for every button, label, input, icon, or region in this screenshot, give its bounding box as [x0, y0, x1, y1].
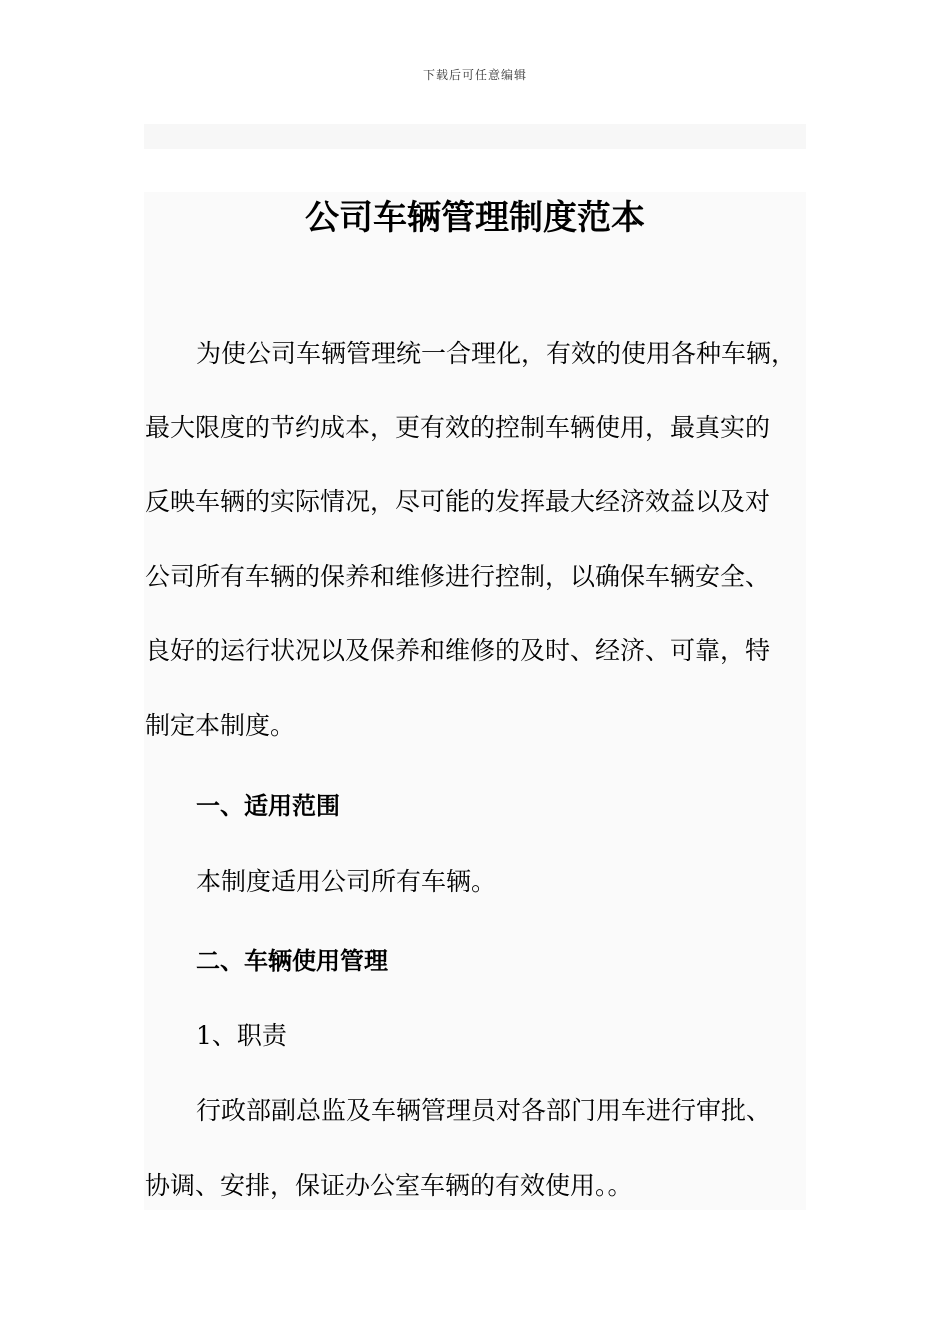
intro-line-2: 最大限度的节约成本，更有效的控制车辆使用，最真实的 — [145, 413, 771, 442]
intro-line-5: 良好的运行状况以及保养和维修的及时、经济、可靠，特 — [145, 636, 771, 665]
duties-line-2: 协调、安排，保证办公室车辆的有效使用。。 — [145, 1171, 633, 1200]
top-band — [144, 124, 806, 149]
section-text-scope: 本制度适用公司所有车辆。 — [196, 867, 497, 896]
intro-line-3: 反映车辆的实际情况，尽可能的发挥最大经济效益以及对 — [145, 487, 771, 516]
header-note: 下载后可任意编辑 — [422, 68, 527, 82]
section-heading-vehicle-use: 二、车辆使用管理 — [196, 947, 388, 975]
section-heading-scope: 一、适用范围 — [196, 792, 340, 820]
document-title: 公司车辆管理制度范本 — [305, 198, 645, 238]
subsection-duties: 1、职责 — [196, 1021, 287, 1050]
intro-line-4: 公司所有车辆的保养和维修进行控制，以确保车辆安全、 — [145, 562, 771, 591]
intro-line-1: 为使公司车辆管理统一合理化，有效的使用各种车辆， — [196, 339, 797, 368]
duties-line-1: 行政部副总监及车辆管理员对各部门用车进行审批、 — [196, 1096, 772, 1125]
intro-line-6: 制定本制度。 — [145, 711, 296, 740]
